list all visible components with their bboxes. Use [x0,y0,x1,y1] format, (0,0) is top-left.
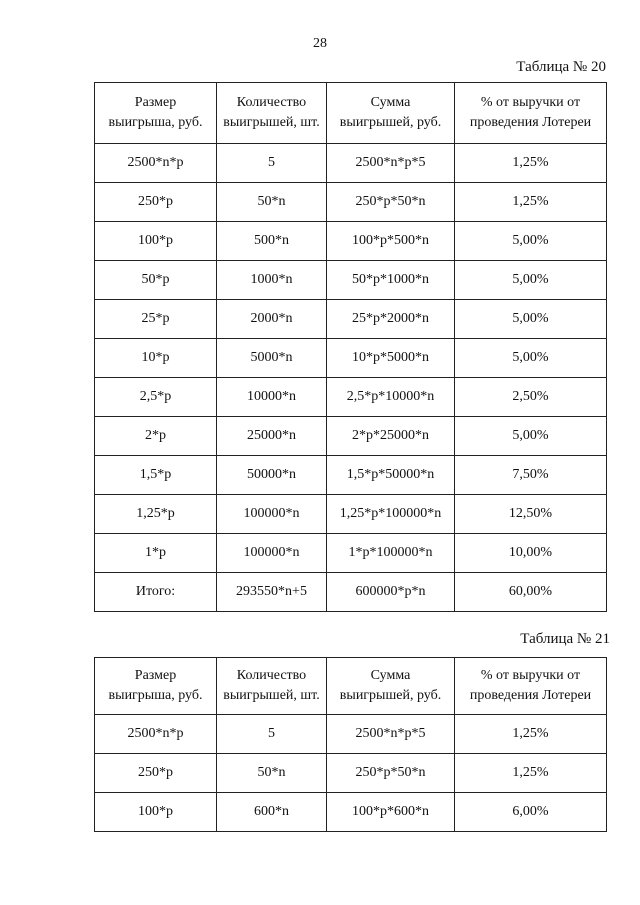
column-header-line: проведения Лотереи [469,115,592,130]
table-cell: 5,00% [455,339,607,378]
column-header [327,83,455,144]
table-cell: 5,00% [455,261,607,300]
table-row [95,534,607,573]
table-row [95,222,607,261]
table-cell: 1,5*p [95,456,217,495]
table-cell: 1,5*p*50000*n [327,456,455,495]
column-header-line: Сумма [370,668,411,683]
table-cell: 2500*n*p*5 [327,144,455,183]
table-cell: 5000*n [217,339,327,378]
table-cell: 5 [217,144,327,183]
table-row [95,495,607,534]
table-row [95,144,607,183]
table-cell: 2500*n*p [95,144,217,183]
table-cell: 1*p [95,534,217,573]
table-cell: 6,00% [455,793,607,832]
column-header-line: проведения Лотереи [469,688,592,703]
prize-table-21 [94,657,607,832]
table-cell: 250*p [95,754,217,793]
column-header-line: выигрышей, шт. [223,688,320,703]
table-cell: 2500*n*p*5 [327,715,455,754]
column-header-line: Сумма [370,95,411,110]
table-cell: 25*p [95,300,217,339]
column-header [95,658,217,715]
column-header [217,83,327,144]
prize-table-20 [94,82,607,612]
column-header-line: выигрышей, руб. [339,688,442,703]
table-row [95,183,607,222]
table-header-row [95,658,607,715]
table-cell: 5,00% [455,222,607,261]
column-header-line: % от выручки от [480,668,581,683]
column-header [455,658,607,715]
table-cell: 2*p [95,417,217,456]
column-header-line: Размер [134,668,177,683]
table-cell: Итого: [95,573,217,612]
table-cell: 12,50% [455,495,607,534]
column-header-line: Размер [134,95,177,110]
table-cell: 2,50% [455,378,607,417]
column-header-line: выигрыша, руб. [108,688,203,703]
table-cell: 10*p*5000*n [327,339,455,378]
column-header [217,658,327,715]
column-header-line: выигрышей, руб. [339,115,442,130]
table-row [95,339,607,378]
table-cell: 293550*n+5 [217,573,327,612]
table-cell: 500*n [217,222,327,261]
column-header-line: % от выручки от [480,95,581,110]
column-header-line: выигрышей, шт. [223,115,320,130]
table-cell: 250*p*50*n [327,183,455,222]
table-cell: 1,25% [455,144,607,183]
table-row [95,456,607,495]
table-row [95,378,607,417]
column-header [95,83,217,144]
table-cell: 10*p [95,339,217,378]
column-header-line: выигрыша, руб. [108,115,203,130]
table-21-caption: Таблица № 21 [520,631,610,647]
table-cell: 2,5*p [95,378,217,417]
table-cell: 250*p*50*n [327,754,455,793]
table-cell: 600*n [217,793,327,832]
table-row [95,417,607,456]
table-cell: 10000*n [217,378,327,417]
table-cell: 2500*n*p [95,715,217,754]
table-20-caption: Таблица № 20 [516,59,606,75]
page-number: 28 [313,36,327,51]
table-cell: 50*p*1000*n [327,261,455,300]
table-cell: 1,25*p [95,495,217,534]
table-cell: 25*p*2000*n [327,300,455,339]
table-row [95,261,607,300]
table-cell: 50*n [217,754,327,793]
table-cell: 1,25% [455,715,607,754]
table-cell: 25000*n [217,417,327,456]
table-cell: 2,5*p*10000*n [327,378,455,417]
table-cell: 100*p [95,222,217,261]
table-cell: 100*p [95,793,217,832]
table-cell: 250*p [95,183,217,222]
table-cell: 100*p*600*n [327,793,455,832]
column-header-line: Количество [236,668,307,683]
table-cell: 50000*n [217,456,327,495]
table-cell: 100*p*500*n [327,222,455,261]
table-row [95,300,607,339]
table-cell: 2000*n [217,300,327,339]
column-header [455,83,607,144]
table-cell: 600000*p*n [327,573,455,612]
table-cell: 10,00% [455,534,607,573]
table-cell: 50*n [217,183,327,222]
column-header-line: Количество [236,95,307,110]
table-cell: 50*p [95,261,217,300]
table-header-row [95,83,607,144]
table-cell: 1000*n [217,261,327,300]
table-row [95,754,607,793]
table-cell: 5 [217,715,327,754]
table-cell: 7,50% [455,456,607,495]
table-row [95,715,607,754]
table-cell: 100000*n [217,534,327,573]
table-cell: 1*p*100000*n [327,534,455,573]
table-cell: 100000*n [217,495,327,534]
table-cell: 60,00% [455,573,607,612]
column-header [327,658,455,715]
table-cell: 1,25*p*100000*n [327,495,455,534]
total-row [95,573,607,612]
table-cell: 2*p*25000*n [327,417,455,456]
table-cell: 1,25% [455,754,607,793]
table-row [95,793,607,832]
table-cell: 1,25% [455,183,607,222]
table-cell: 5,00% [455,417,607,456]
table-cell: 5,00% [455,300,607,339]
